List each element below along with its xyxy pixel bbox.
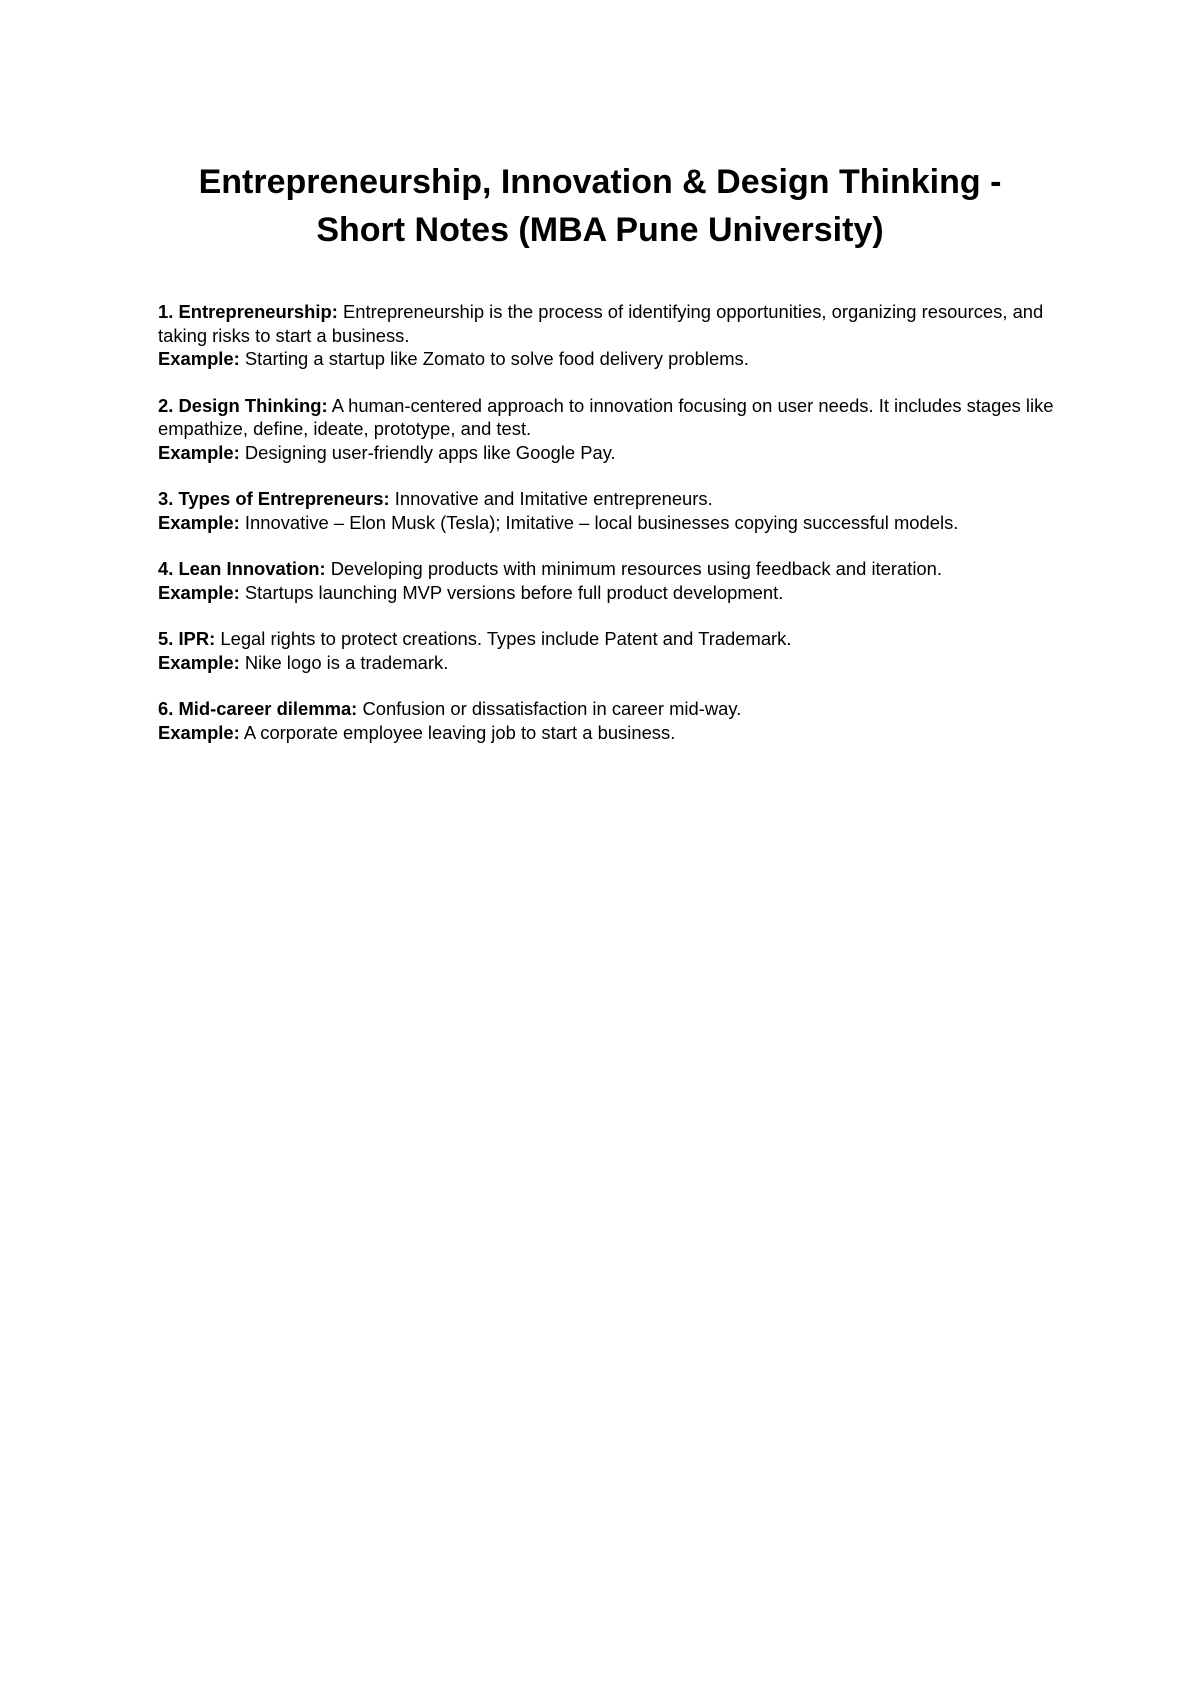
example-text: Designing user-friendly apps like Google Pay.	[244, 441, 616, 463]
example-text: Innovative – Elon Musk (Tesla); Imitative – local businesses copying successful models.	[244, 511, 959, 533]
note-example	[158, 511, 1068, 535]
example-label: Example:	[158, 511, 240, 533]
note-term: 1. Entrepreneurship:	[158, 301, 338, 322]
note-entrepreneurship	[158, 300, 1068, 371]
note-example	[158, 441, 1068, 465]
note-example	[158, 581, 1068, 605]
note-lean-innovation	[158, 557, 1068, 604]
note-mid-career-dilemma	[158, 697, 1068, 744]
note-example	[158, 651, 1068, 675]
document-title	[150, 158, 1050, 254]
note-definition	[158, 697, 1068, 721]
example-text: Startups launching MVP versions before full product development.	[244, 581, 784, 603]
note-term: 3. Types of Entrepreneurs:	[158, 488, 390, 509]
note-term: 5. IPR:	[158, 628, 216, 649]
note-definition	[158, 557, 1068, 581]
title-line-1: Entrepreneurship, Innovation & Design Thinking -	[198, 163, 1002, 201]
note-example	[158, 721, 1068, 745]
note-types-of-entrepreneurs	[158, 487, 1068, 534]
example-label: Example:	[158, 441, 240, 463]
note-ipr	[158, 627, 1068, 674]
note-example	[158, 347, 1068, 371]
note-definition	[158, 627, 1068, 651]
note-definition-text: Entrepreneurship is the process of identifying opportunities, organizing resources, and taking risks to start a business.	[158, 301, 1044, 346]
notes-list	[158, 300, 1068, 767]
note-design-thinking	[158, 394, 1068, 465]
note-definition	[158, 394, 1068, 441]
example-label: Example:	[158, 581, 240, 603]
note-definition	[158, 487, 1068, 511]
example-label: Example:	[158, 651, 240, 673]
note-definition-text: Confusion or dissatisfaction in career mid-way.	[362, 698, 742, 719]
example-text: A corporate employee leaving job to start a business.	[243, 721, 676, 743]
note-term: 2. Design Thinking:	[158, 394, 328, 416]
example-text: Nike logo is a trademark.	[244, 651, 449, 673]
note-definition-text: A human-centered approach to innovation focusing on user needs. It includes stages like empathize, define, ideate, prototype, and test.	[158, 394, 1054, 439]
note-definition-text: Legal rights to protect creations. Types include Patent and Trademark.	[220, 628, 792, 649]
note-definition-text: Innovative and Imitative entrepreneurs.	[394, 488, 713, 509]
title-line-2: Short Notes (MBA Pune University)	[316, 211, 884, 249]
example-text: Starting a startup like Zomato to solve food delivery problems.	[244, 348, 749, 369]
note-definition	[158, 300, 1068, 347]
example-label: Example:	[158, 721, 240, 743]
note-term: 4. Lean Innovation:	[158, 558, 326, 579]
example-label: Example:	[158, 348, 240, 369]
note-term: 6. Mid-career dilemma:	[158, 698, 358, 719]
note-definition-text: Developing products with minimum resources using feedback and iteration.	[330, 558, 942, 579]
